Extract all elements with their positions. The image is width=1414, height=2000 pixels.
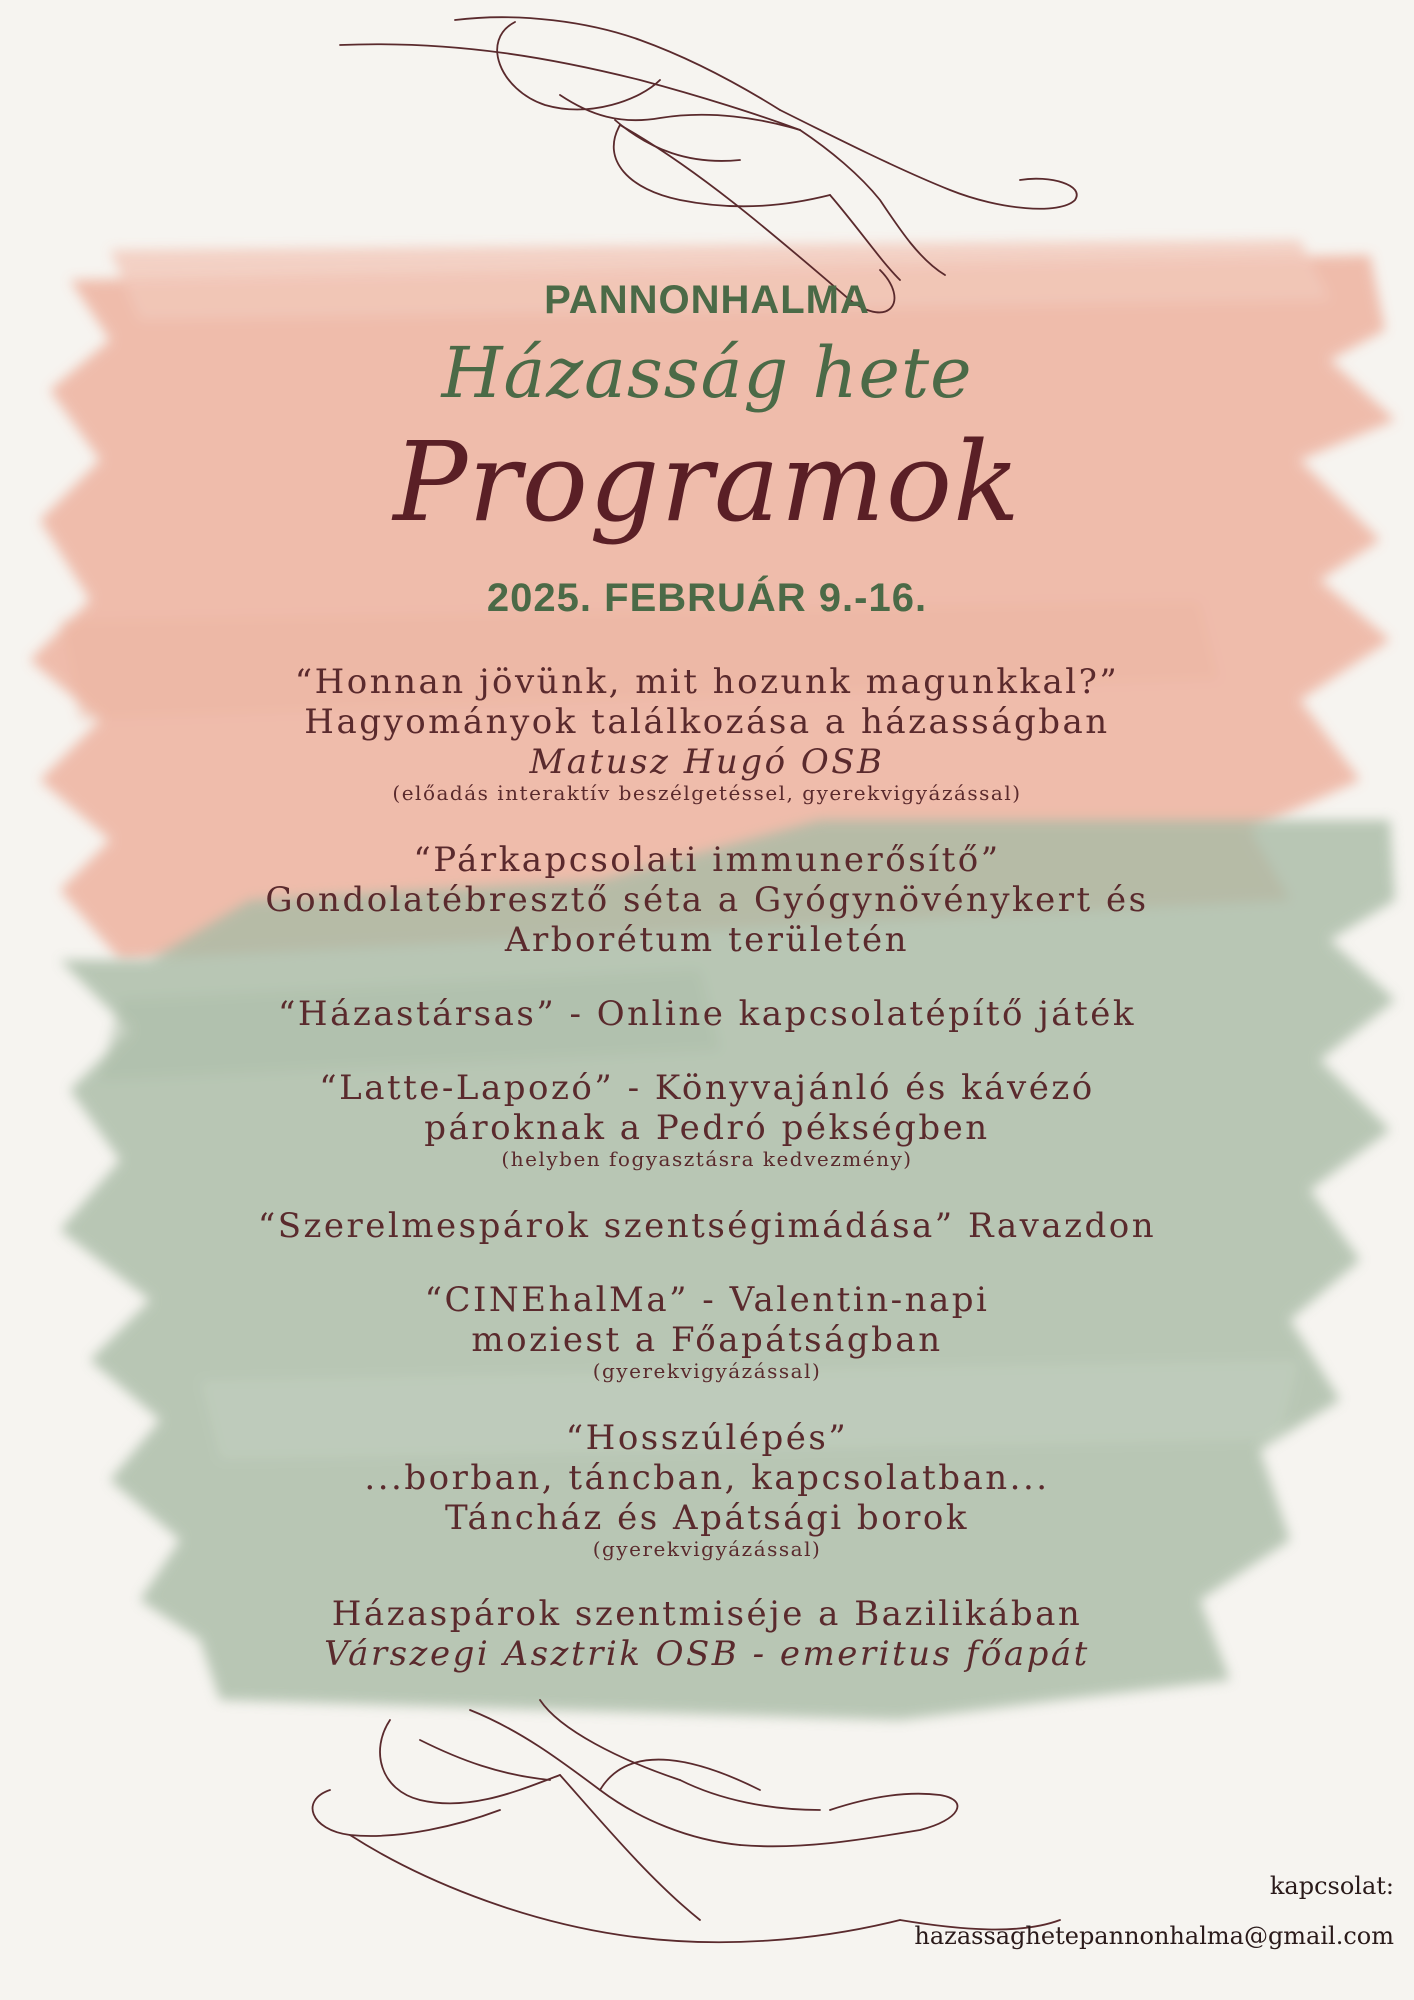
program-item: [0, 662, 1414, 804]
contact-label: kapcsolat:: [1269, 1872, 1394, 1900]
program-description: ...borban, táncban, kapcsolatban...: [364, 1458, 1050, 1498]
program-speaker: Várszegi Asztrik OSB - emeritus főapát: [324, 1634, 1090, 1674]
program-note: (gyerekvigyázással): [592, 1359, 822, 1383]
program-description: Hagyományok találkozása a házasságban: [304, 702, 1110, 742]
program-title: “Honnan jövünk, mit hozunk magunkkal?”: [294, 662, 1120, 702]
program-title: “Szerelmespárok szentségimádása” Ravazdon: [257, 1206, 1157, 1246]
program-item: [0, 1594, 1414, 1674]
subtitle-heading: Házasság hete: [441, 332, 973, 414]
program-speaker: Matusz Hugó OSB: [529, 742, 885, 782]
program-note: (előadás interaktív beszélgetéssel, gyerekvigyázással): [392, 781, 1022, 805]
program-description: moziest a Főapátságban: [471, 1320, 943, 1360]
program-item: [0, 840, 1414, 960]
contact-email[interactable]: hazassaghetepannonhalma@gmail.com: [914, 1922, 1394, 1950]
page-title: Programok: [393, 418, 1021, 546]
brand-heading: PANNONHALMA: [544, 278, 870, 322]
program-description: Táncház és Apátsági borok: [445, 1498, 969, 1538]
program-description: pároknak a Pedró pékségben: [424, 1108, 990, 1148]
program-item: [0, 1280, 1414, 1382]
program-title: “CINEhalMa” - Valentin-napi: [424, 1280, 990, 1320]
program-description: Arborétum területén: [504, 920, 910, 960]
hands-bottom-icon: [313, 1700, 1060, 1942]
program-title: “Párkapcsolati immunerősítő”: [413, 840, 1001, 880]
program-description: Gondolatébresztő séta a Gyógynövénykert és: [265, 880, 1149, 920]
event-date: 2025. FEBRUÁR 9.-16.: [486, 576, 928, 620]
program-item: [0, 994, 1414, 1034]
program-note: (helyben fogyasztásra kedvezmény): [501, 1147, 913, 1171]
program-item: [0, 1068, 1414, 1170]
program-item: [0, 1418, 1414, 1560]
program-title: Házaspárok szentmiséje a Bazilikában: [331, 1594, 1083, 1634]
program-title: “Hosszúlépés”: [565, 1418, 849, 1458]
program-item: [0, 1206, 1414, 1246]
program-note: (gyerekvigyázással): [592, 1537, 822, 1561]
program-title: “Latte-Lapozó” - Könyvajánló és kávézó: [319, 1068, 1095, 1108]
program-title: “Házastársas” - Online kapcsolatépítő játék: [278, 994, 1136, 1034]
